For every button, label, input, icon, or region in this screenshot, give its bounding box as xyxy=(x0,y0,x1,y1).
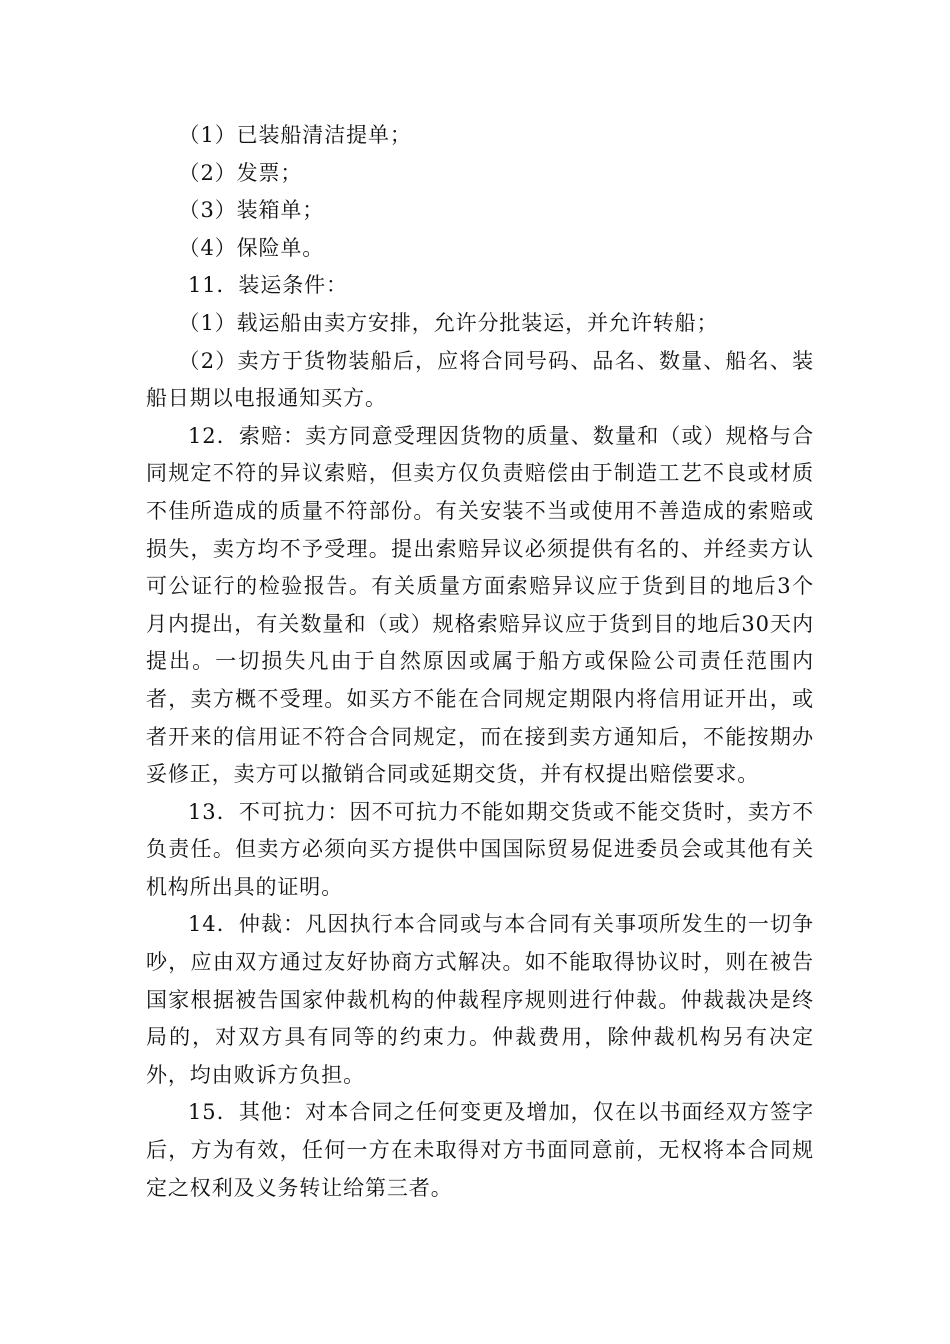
document-item-packing-list: （3）装箱单； xyxy=(178,198,325,223)
clause-14-arbitration: 14．仲裁：凡因执行本合同或与本合同有关事项所发生的一切争吵，应由双方通过友好协商方式解决。如不能取得协议时，则在被告国家根据被告国家仲裁机构的仲裁程序规则进行仲裁。仲裁裁决是终局的，对双方具有同等的约束力。仲裁费用，除仲裁机构另有决定外，均由败诉方负担。 xyxy=(146,912,814,1087)
clause-13-force-majeure: 13．不可抗力：因不可抗力不能如期交货或不能交货时，卖方不负责任。但卖方必须向买方提供中国国际贸易促进委员会或其他有关机构所出具的证明。 xyxy=(146,799,814,899)
clause-12-claims: 12．索赔：卖方同意受理因货物的质量、数量和（或）规格与合同规定不符的异议索赔，但卖方仅负责赔偿由于制造工艺不良或材质不佳所造成的质量不符部份。有关安装不当或使用不善造成的索赔或损失，卖方均不予受理。提出索赔异议必须提供有名的、并经卖方认可公证行的检验报告。有关质量方面索赔异议应于货到目的地后3个月内提出，有关数量和（或）规格索赔异议应于货到目的地后30天内提出。一切损失凡由于自然原因或属于船方或保险公司责任范围内者，卖方概不受理。如买方不能在合同规定期限内将信用证开出，或者开来的信用证不符合合同规定，而在接到卖方通知后，不能按期办妥修正，卖方可以撤销合同或延期交货，并有权提出赔偿要求。 xyxy=(146,423,814,787)
clause-11-heading: 11．装运条件： xyxy=(188,273,348,298)
document-item-invoice: （2）发票； xyxy=(178,160,303,185)
clause-11-item-1: （1）载运船由卖方安排，允许分批装运，并允许转船； xyxy=(178,310,719,335)
document-item-bill-of-lading: （1）已装船清洁提单； xyxy=(178,123,412,147)
clause-15-other: 15．其他：对本合同之任何变更及增加，仅在以书面经双方签字后，方为有效，任何一方在未取得对方书面同意前，无权将本合同规定之权利及义务转让给第三者。 xyxy=(146,1100,814,1200)
document-item-insurance-policy: （4）保险单。 xyxy=(178,235,325,260)
clause-11-item-2: （2）卖方于货物装船后，应将合同号码、品名、数量、船名、装船日期以电报通知买方。 xyxy=(146,348,814,411)
document-body xyxy=(146,117,814,1207)
